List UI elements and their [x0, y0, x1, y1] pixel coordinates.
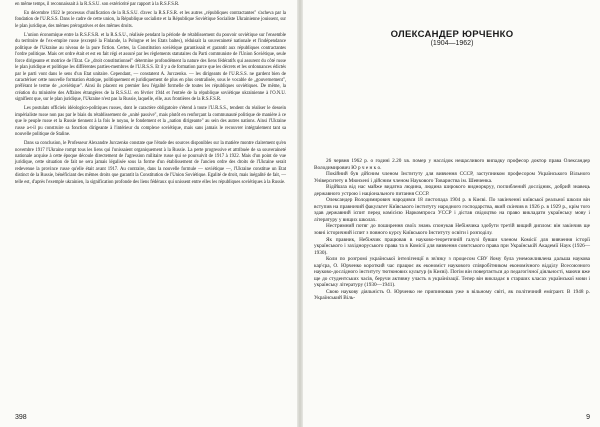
- paragraph: Dans sa conclusion, le Professeur Alexandre Jurczenko constate que l'étude des sources disponibles sur la matière montre clairement qu'en novembre 1917 l'Ukraine rompt tous les liens qui l'unissaient organiquement à la Russie. La perte progressive et attribuée de sa souveraineté nationale acquise à cette époque découle directement de l'agression militaire russe qui se poursuivit de 1917 à 1922. Mais d'un point de vue juridique, cette situation de fait ne sera jamais légalisée sous la forme d'un établissement de l'ancien ordre des droits de l'Ukraine serait redevenue la province russe qu'elle était avant 1917. Au contraire, dans la nouvelle formule — soviétique —, l'Ukraine constitue un Etat distinct de la Russie, bénéficiant des mêmes droits que garantit la Constitution de l'Union Soviétique. Egalité de droit, mais inégalité de fait, — telle est, d'après l'exemple ukrainien, la signification profonde des liens fédéraux qui unissent entre elles les républiques soviétiques à la Russie.: [15, 141, 286, 185]
- paragraph: Покійний був дійсним членом Інституту для вивчення СССР, заступником професором Українського Вільного Університету в Мюнхені і дійсним членом Наукового Товариства ім. Шевченка.: [314, 171, 590, 184]
- paragraph: Коли по розгромі української інтелігенції в зв'язку з процесом СВУ йому була унеможливлена дальша наукова кар'єра, О. Юрченко короткий час працює як економіст наукового співробітником економічного відділу Всесоюзного науково-дослідного інституту тютюнових культур (в Києві). Потім він повертається до педагогічної діяльності, маючи вже ще до студентських часів, беручи активну участь в українізації. Тепер він викладає в старших класах української мови і українську літературу (1930—1941).: [314, 256, 590, 289]
- paragraph: En décembre 1922 le processus d'unification de la R.S.S.U. d'avec la R.S.F.S.R. et les autres „républiques contractantes" s'acheva par la fondation de l'U.R.S.S. Dans le cadre de cette union, la République socialiste et la République Soviétique Socialiste Ukrainienne jouissent, sur le plan juridique, des mêmes prérogatives et des mêmes droits.: [15, 10, 286, 29]
- left-page: [0, 0, 298, 427]
- obituary-body: [314, 158, 590, 302]
- page-number: 398: [15, 414, 27, 421]
- paragraph: Відійшла від нас майже видатна людина, людина широкого видноркруу, поглиблений дослідник, добрий знавець державного устрою і національного питання СССР.: [314, 184, 590, 197]
- paragraph: Les postulats officiels idéologico-politiques russes, dont le caractère obligatoire s'étend à toute l'U.R.S.S., tendent du réaliser le dessein impérialiste russe non pas par le biais du rétablissement de „unité passive", mais plutôt en renforçant la communauté politique de manière à ce que le peuple russe et la Russie tiennent à la fois le noyau, le fondement et la „nation dirigeante" au sein des autres nations. Ainsi l'Ukraine russe a-t-il pu construire sa fonction dirigeante à l'intérieur du complexe soviétique, mais sans jamais le recouvrer intégralement tant sa nouvelle politique de Staline.: [15, 106, 286, 138]
- paragraph: Як правник, Небіжчик працював в науково-теоретичній галузі бувши членом Комісії для вивчення історії українського і західноруського права та в Комісії для вивчення совєтського права при Українській Академії Наук (1926—1930).: [314, 236, 590, 256]
- life-dates: (1904—1962): [430, 40, 474, 47]
- paragraph: 26 червня 1962 р. о годині 2.20 хв. помер у наслідок нещасливого випадку професор доктор права Олександер Володимирович Ю р ч е н к о.: [314, 158, 590, 171]
- paragraph: Олександер Володимирович народився 18 листопада 1904 р. в Києві. По закінченні київської реальної школи він вступив на правничий факультет Київського інституту народного господарства, який скінчив в 1926 р. в 1929 р., крім того здав державний іспит перед комісією Наркомпроса УССР і дістав свідоцтво на право викладати українську мову і літературу у вищих школах.: [314, 197, 590, 223]
- french-text: [15, 2, 286, 186]
- paragraph: Свою наукову діяльність О. Юрченко не припинював уже в вільному світі, як політичний емігрант. В 1948 р. Український Віль-: [314, 288, 590, 302]
- author-heading: ОЛЕКСАНДЕР ЮРЧЕНКО: [390, 29, 514, 40]
- paragraph: Нестримний потяг до поширення своїх знань спонукав Небіжчика здобути третій вищий диплом: він закінчив ще зовні історичний іспит з повного курсу Київського Інституту освіти і розподілу.: [314, 223, 590, 237]
- right-page: [302, 0, 600, 427]
- paragraph: L'union économique entre la R.S.F.S.R. et la R.S.S.U., réalisée pendant la période de rétablissement du pouvoir soviétique sur l'ensemble du territoire de l'ex-empire russe (excepté la Finlande, la Pologne et les Etats baltes), réduisait la souveraineté nationale et l'indépendance politique de l'Ukraine au niveau de la pure fiction. Certes, la Constitution soviétique garantissait et garantit aux républiques contractantes l'ordre politique. Mais cet ordre était et est en fait régi et assuré par les règlements statutaires du Parti communiste de l'Union Soviétique, seule force dirigeante et motrice de l'Etat. Ce „droit constitutionnel" détermine profondément la nature des liens fédératifs qui assurent du côté russe le plan juridique et politique les différentes parties-membres de l'U.R.S.S. Et il y a de formation parce que les décrets et les ordonnances édictés par le parti vont dans le sens d'un Etat unitaire. Cependant, — constatent A. Jurczenko. — les dirigeants de l'U.R.S.S. ne gardent bien de caractériser cette nouvelle formation étatique, politiquement et juridiquement de plus en plus centralisée, sous le vocable de „gouvernement", préférant le terme de „soviétique". Ainsi ils placent en premier lieu l'égalité formelle de toutes les républiques soviétiques. De même, la création du ministère des Affaires étrangères de la R.S.S.U. en février 1944 et l'entrée de la république soviétique ukrainienne à l'O.N.U. signifient que, sur le plan juridique, l'Ukraine n'est pas la Russie, laquelle, elle, aux frontières de la R.S.F.S.R.: [15, 32, 286, 103]
- paragraph: en même temps, il reconnaissait à la R.S.S.U. son extériorité par rapport à la R.S.F.S.R.: [15, 2, 180, 7]
- page-number: 9: [586, 414, 590, 421]
- ukrainian-obituary: [314, 29, 590, 302]
